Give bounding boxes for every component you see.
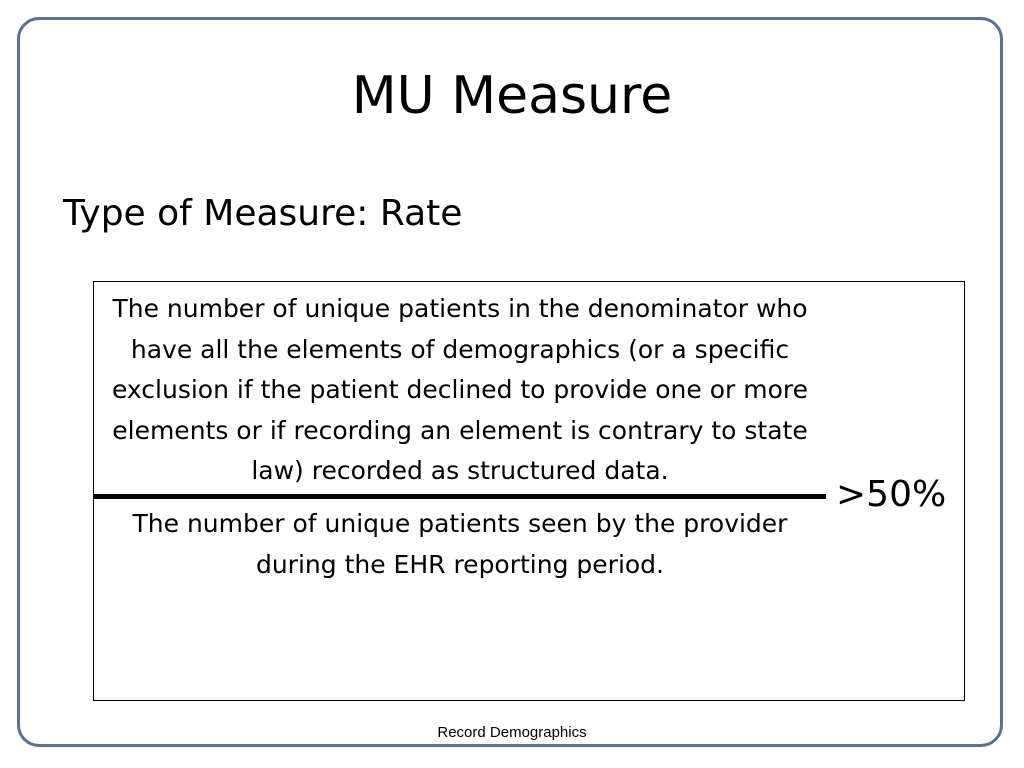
fraction-divider-line bbox=[94, 494, 826, 499]
slide-title: MU Measure bbox=[351, 66, 673, 126]
formula-denominator: The number of unique patients seen by the provider during the EHR reporting period. bbox=[132, 509, 788, 579]
threshold-value: >50% bbox=[836, 474, 947, 515]
formula-numerator: The number of unique patients in the denominator who have all the elements of demographics (or a specific exclusion if the patient declined to provide one or more elements or if recording an element is contrary to state law) recorded as structured data. bbox=[111, 294, 809, 485]
measure-type-label: Type of Measure: Rate bbox=[63, 193, 463, 234]
slide-footer: Record Demographics bbox=[437, 724, 587, 741]
